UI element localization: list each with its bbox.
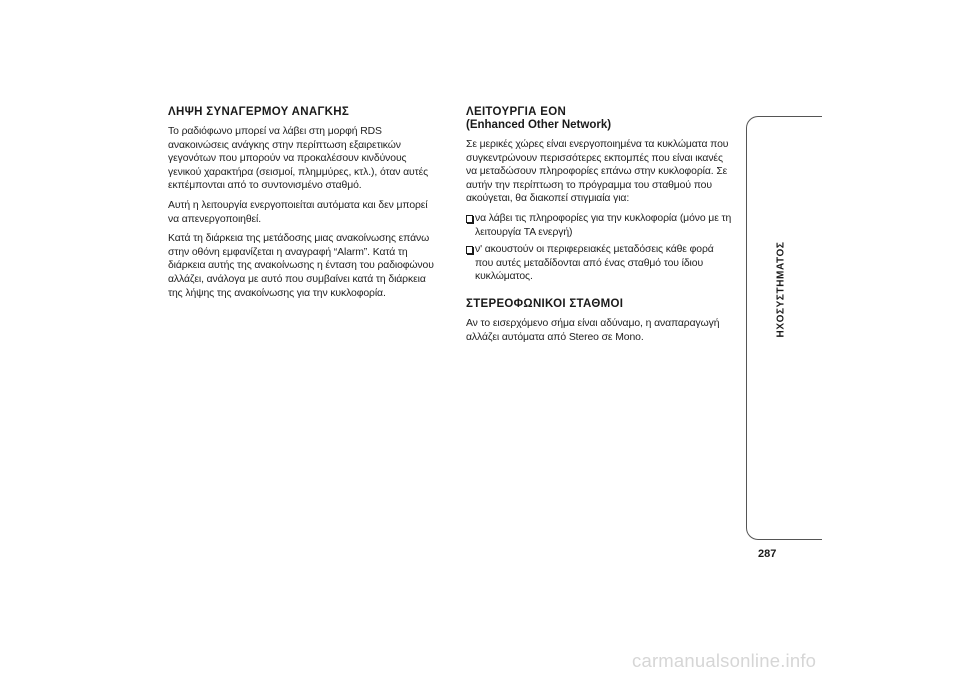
watermark: carmanualsonline.info [632, 650, 817, 671]
list-item-text: να λάβει τις πληροφορίες για την κυκλοφορία (μόνο με τη λειτουργία TA ενεργή) [475, 212, 732, 238]
paragraph: Αυτή η λειτουργία ενεργοποιείται αυτόματα και δεν μπορεί να απενεργοποιηθεί. [168, 199, 428, 225]
right-column [466, 106, 734, 350]
paragraph: Το ραδιόφωνο μπορεί να λάβει στη μορφή RDS ανακοινώσεις ανάγκης στην περίπτωση εξαιρετικών γεγονότων που μπορούν να προκαλέσουν κινδύνους γενικού χαρακτήρα (σεισμοί, πλημμύρες, κτλ.), όταν αυτές εκπέμπονται από το συντονισμένο σταθμό. [168, 126, 429, 192]
paragraph: Κατά τη διάρκεια της μετάδοσης μιας ανακοίνωσης επάνω στην οθόνη εμφανίζεται η αναγραφή “Alarm”. Κατά τη διάρκεια αυτής της ανακοίνωσης η ένταση του ραδιοφώνου αλλάζει, ανάλογα με αυτό που συμβαίνει κατά τη διάρκεια της λήψης της ανακοίνωσης για την κυκλοφορία. [168, 233, 434, 299]
section-title-stereo: ΣΤΕΡΕΟΦΩΝΙΚΟΙ ΣΤΑΘΜΟΙ [466, 297, 624, 310]
chapter-tab-label [774, 222, 788, 362]
checkbox-bullet-icon [466, 215, 473, 223]
section-title-eon [466, 106, 734, 132]
eon-intro: Σε μερικές χώρες είναι ενεργοποιημένα τα κυκλώματα που συγκεντρώνουν περισσότερες εκπομπές που είναι ικανές να μεταδώσουν πληροφορίες επάνω στην κυκλοφορία. Σε αυτήν την περίπτωση το πρόγραμμα του σταθμού που ακούγεται, θα διακοπεί στιγμιαία για: [466, 139, 729, 205]
chapter-title: ΗΧΟΣΥΣΤΗΜΑΤΟΣ [775, 241, 787, 338]
eon-bullet-list [466, 212, 734, 284]
list-item-text: ν' ακουστούν οι περιφερειακές μεταδόσεις κάθε φορά που αυτές μεταδίδονται από ένας σταθμό του ίδιου κυκλώματος. [475, 244, 714, 283]
stereo-text: Αν το εισερχόμενο σήμα είναι αδύναμο, η αναπαραγωγή αλλάζει αυτόματα από Stereo σε Mono. [466, 317, 720, 343]
checkbox-bullet-icon [466, 246, 473, 254]
page-number: 287 [758, 548, 777, 560]
section-title-eon-line1: ΛΕΙΤΟΥΡΓΙΑ EON [466, 106, 567, 118]
list-item [466, 212, 734, 239]
list-item [466, 243, 734, 284]
section-title-emergency: ΛΗΨΗ ΣΥΝΑΓΕΡΜΟΥ ΑΝΑΓΚΗΣ [168, 106, 350, 118]
left-column [168, 106, 436, 306]
section-title-eon-line2: (Enhanced Other Network) [466, 119, 612, 131]
